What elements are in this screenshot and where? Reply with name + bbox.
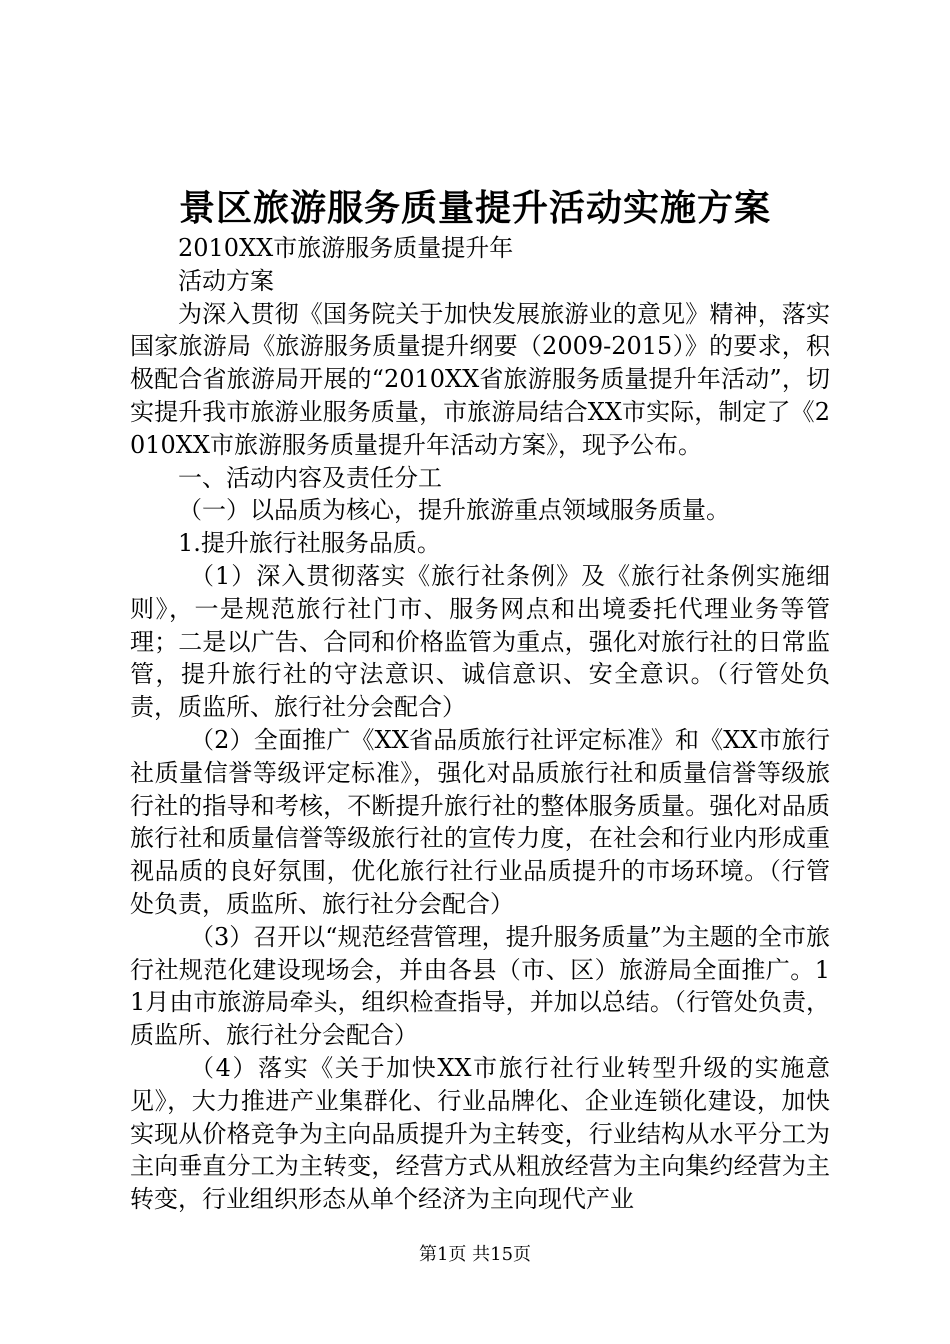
intro-paragraph: 为深入贯彻《国务院关于加快发展旅游业的意见》精神，落实国家旅游局《旅游服务质量提升纲要（2009-2015）》的要求，积极配合省旅游局开展的“2010XX省旅游服务质量提升年活动”，切实提升我市旅游业服务质量，市旅游局结合XX市实际，制定了《2010XX市旅游服务质量提升年活动方案》，现予公布。 (130, 299, 830, 459)
paragraph-item-1: （1）深入贯彻落实《旅行社条例》及《旅行社条例实施细则》，一是规范旅行社门市、服务网点和出境委托代理业务等管理；二是以广告、合同和价格监管为重点，强化对旅行社的日常监管，提升旅行社的守法意识、诚信意识、安全意识。（行管处负责，质监所、旅行社分会配合） (130, 561, 830, 722)
subtitle-line-1: 2010XX市旅游服务质量提升年 (178, 234, 514, 262)
page-footer: 第1页 共15页 (418, 1244, 532, 1265)
paragraph-item-4: （4）落实《关于加快XX市旅行社行业转型升级的实施意见》，大力推进产业集群化、行业品牌化、企业连锁化建设，加快实现从价格竞争为主向品质提升为主转变，行业结构从水平分工为主向垂直分工为主转变，经营方式从粗放经营为主向集约经营为主转变，行业组织形态从单个经济为主向现代产业 (130, 1053, 830, 1214)
subtitle-line-2: 活动方案 (178, 266, 274, 295)
document-body (130, 232, 830, 1216)
section-heading: 一、活动内容及责任分工 (178, 463, 442, 492)
item-heading: 1.提升旅行社服务品质。 (178, 529, 441, 558)
document-title: 景区旅游服务质量提升活动实施方案 (178, 187, 771, 229)
subsection-heading: （一）以品质为核心，提升旅游重点领域服务质量。 (178, 496, 730, 525)
paragraph-item-3: （3）召开以“规范经营管理，提升服务质量”为主题的全市旅行社规范化建设现场会，并由各县（市、区）旅游局全面推广。11月由市旅游局牵头，组织检查指导，并加以总结。（行管处负责，质监所、旅行社分会配合） (130, 922, 830, 1050)
paragraph-item-2: （2）全面推广《XX省品质旅行社评定标准》和《XX市旅行社质量信誉等级评定标准》，强化对品质旅行社和质量信誉等级旅行社的指导和考核，不断提升旅行社的整体服务质量。强化对品质旅行社和质量信誉等级旅行社的宣传力度，在社会和行业内形成重视品质的良好氛围，优化旅行社行业品质提升的市场环境。（行管处负责，质监所、旅行社分会配合） (130, 725, 830, 918)
